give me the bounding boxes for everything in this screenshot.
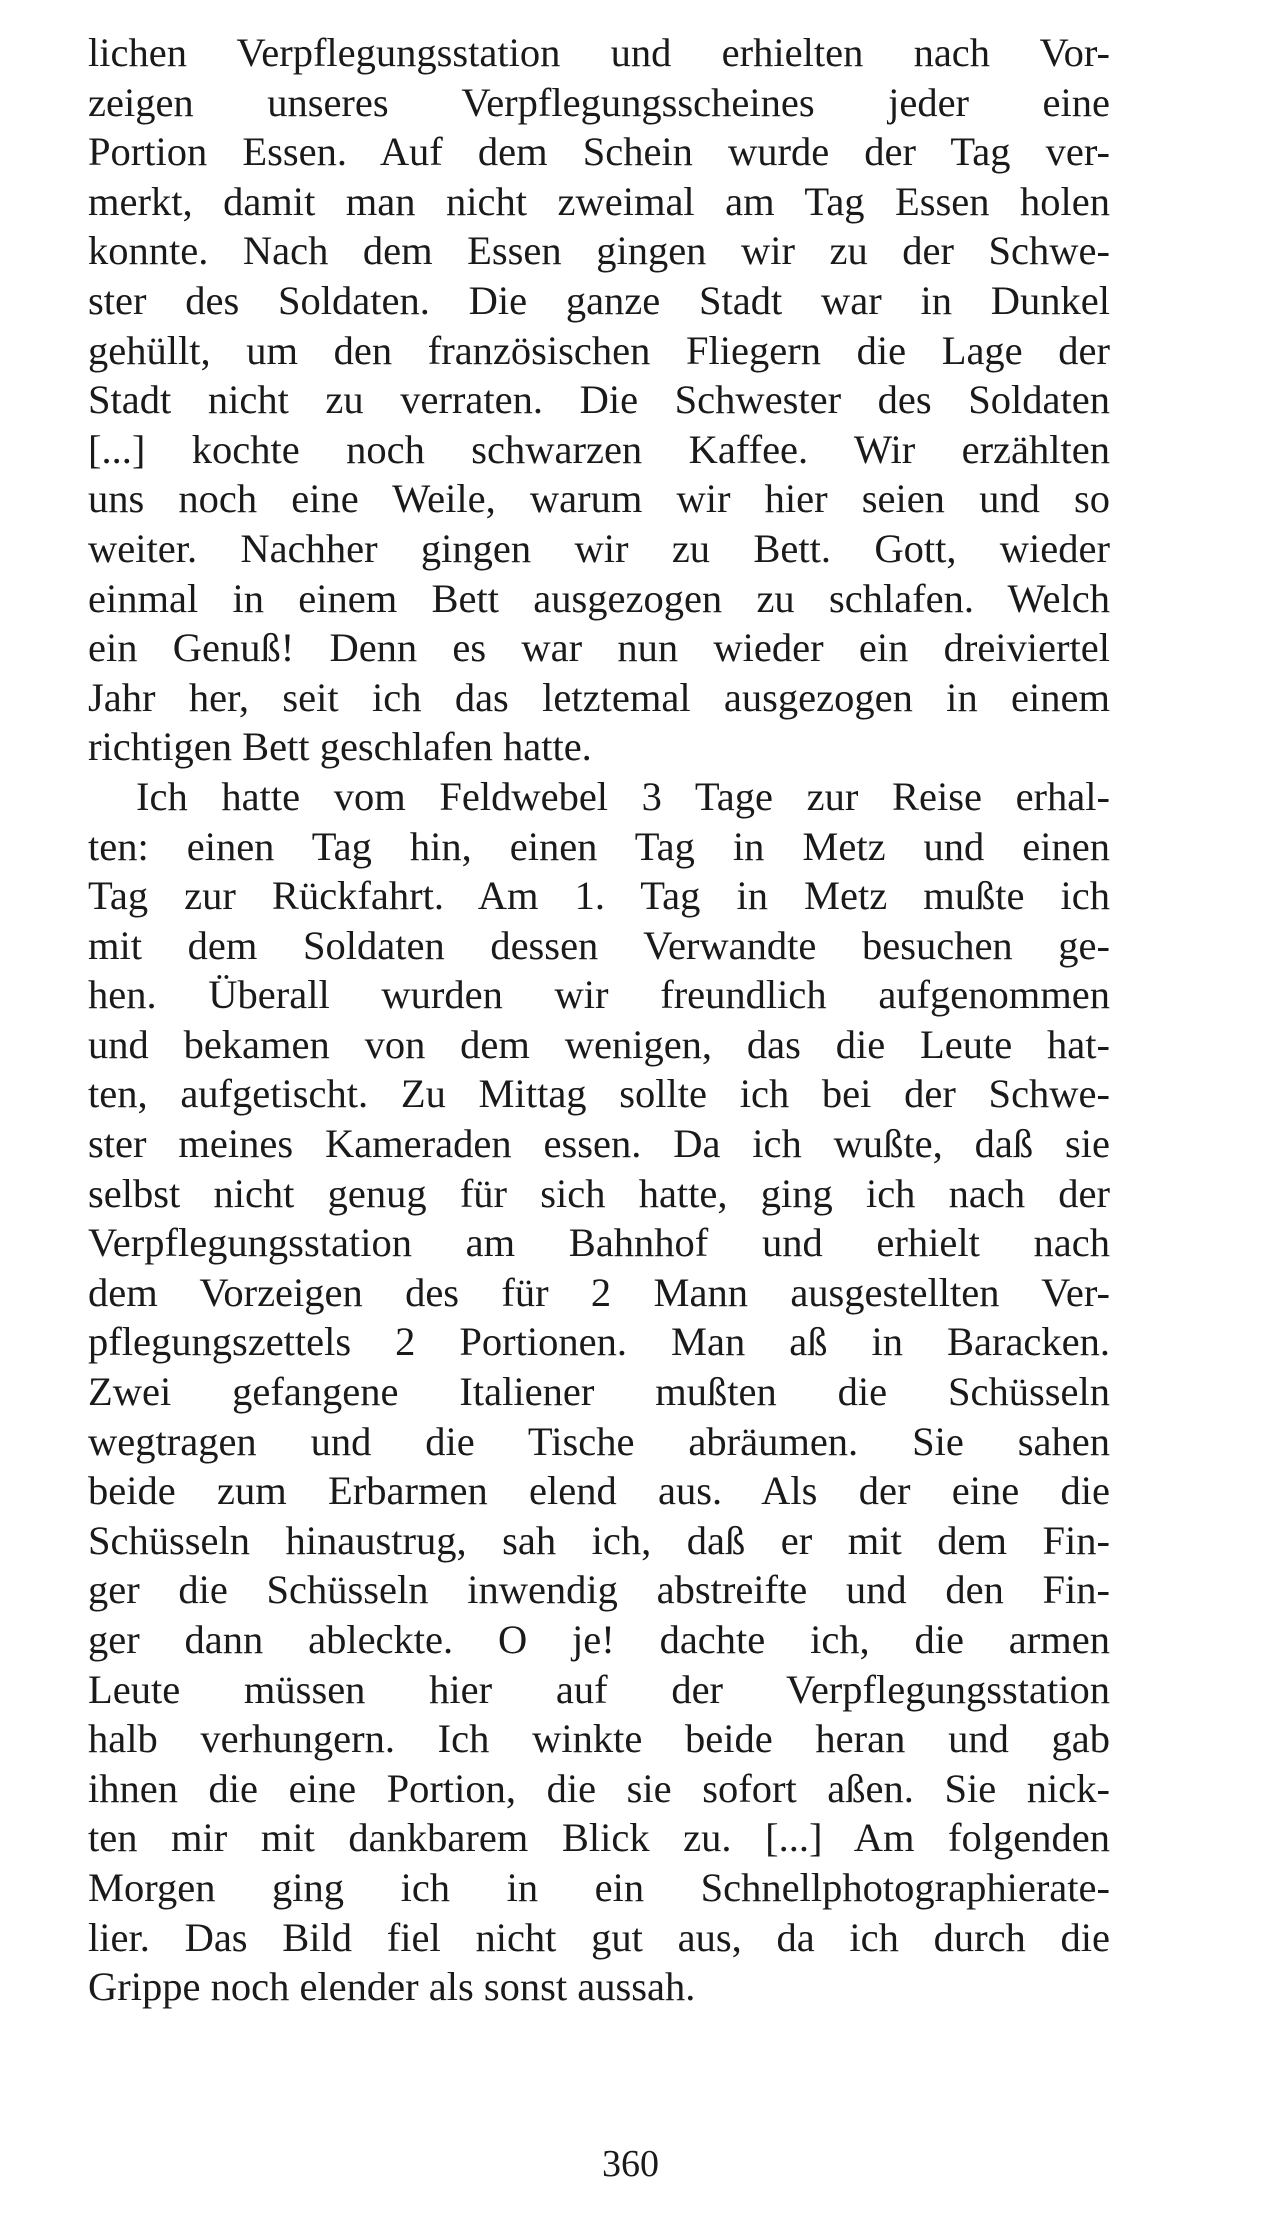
text-line-26: dem Vorzeigen des für 2 Mann ausgestellten Ver-: [88, 1269, 1110, 1315]
text-line-11: weiter. Nachher gingen wir zu Bett. Gott, wieder: [88, 525, 1110, 571]
text-line-24: selbst nicht genug für sich hatte, ging ich nach der: [88, 1170, 1110, 1216]
text-line-39: lier. Das Bild fiel nicht gut aus, da ich durch die: [88, 1914, 1110, 1960]
text-line-32: ger die Schüsseln inwendig abstreifte und den Fin-: [88, 1567, 1110, 1613]
text-line-33: ger dann ableckte. O je! dachte ich, die armen: [88, 1617, 1110, 1662]
body-text: [88, 28, 1110, 2012]
text-line-7: gehüllt, um den französischen Fliegern die Lage der: [88, 327, 1110, 373]
text-line-20: hen. Überall wurden wir freundlich aufgenommen: [88, 972, 1110, 1018]
text-line-37: ten mir mit dankbarem Blick zu. [...] Am folgenden: [88, 1815, 1110, 1861]
text-line-8: Stadt nicht zu verraten. Die Schwester des Soldaten: [88, 377, 1110, 423]
text-line-18: Tag zur Rückfahrt. Am 1. Tag in Metz mußte ich: [88, 873, 1110, 919]
text-line-40: Grippe noch elender als sonst aussah.: [88, 1964, 696, 2010]
text-line-1: lichen Verpflegungsstation und erhielten nach Vor-: [88, 30, 1110, 75]
text-line-4: merkt, damit man nicht zweimal am Tag Essen holen: [88, 178, 1110, 224]
text-line-13: ein Genuß! Denn es war nun wieder ein dreiviertel: [88, 625, 1110, 671]
text-line-15: richtigen Bett geschlafen hatte.: [88, 724, 592, 770]
text-line-9: [...] kochte noch schwarzen Kaffee. Wir erzählten: [88, 426, 1110, 472]
text-line-14: Jahr her, seit ich das letztemal ausgezogen in einem: [88, 674, 1110, 720]
text-line-22: ten, aufgetischt. Zu Mittag sollte ich bei der Schwe-: [88, 1071, 1110, 1117]
text-line-2: zeigen unseres Verpflegungsscheines jeder eine: [88, 79, 1110, 125]
text-line-23: ster meines Kameraden essen. Da ich wußte, daß sie: [88, 1121, 1110, 1167]
text-line-36: ihnen die eine Portion, die sie sofort aßen. Sie nick-: [88, 1765, 1110, 1811]
text-line-16: Ich hatte vom Feldwebel 3 Tage zur Reise erhal-: [136, 773, 1110, 819]
text-line-31: Schüsseln hinaustrug, sah ich, daß er mit dem Fin-: [88, 1517, 1110, 1563]
text-line-34: Leute müssen hier auf der Verpflegungsstation: [88, 1666, 1110, 1712]
text-line-27: pflegungszettels 2 Portionen. Man aß in Baracken.: [88, 1319, 1110, 1365]
text-line-19: mit dem Soldaten dessen Verwandte besuchen ge-: [88, 922, 1110, 968]
text-line-6: ster des Soldaten. Die ganze Stadt war in Dunkel: [88, 277, 1110, 323]
text-line-29: wegtragen und die Tische abräumen. Sie sahen: [88, 1418, 1110, 1464]
text-line-30: beide zum Erbarmen elend aus. Als der eine die: [88, 1468, 1110, 1514]
page-number: 360: [602, 2143, 659, 2185]
text-line-17: ten: einen Tag hin, einen Tag in Metz und einen: [88, 823, 1110, 869]
text-line-10: uns noch eine Weile, warum wir hier seien und so: [88, 476, 1110, 522]
text-line-12: einmal in einem Bett ausgezogen zu schlafen. Welch: [88, 575, 1110, 621]
text-line-35: halb verhungern. Ich winkte beide heran und gab: [88, 1716, 1110, 1762]
text-line-5: konnte. Nach dem Essen gingen wir zu der Schwe-: [88, 228, 1110, 274]
text-line-28: Zwei gefangene Italiener mußten die Schüsseln: [88, 1369, 1110, 1415]
text-line-25: Verpflegungsstation am Bahnhof und erhielt nach: [88, 1220, 1110, 1266]
text-line-21: und bekamen von dem wenigen, das die Leute hat-: [88, 1021, 1110, 1067]
text-line-38: Morgen ging ich in ein Schnellphotographierate-: [88, 1864, 1110, 1910]
text-line-3: Portion Essen. Auf dem Schein wurde der Tag ver-: [88, 129, 1110, 175]
